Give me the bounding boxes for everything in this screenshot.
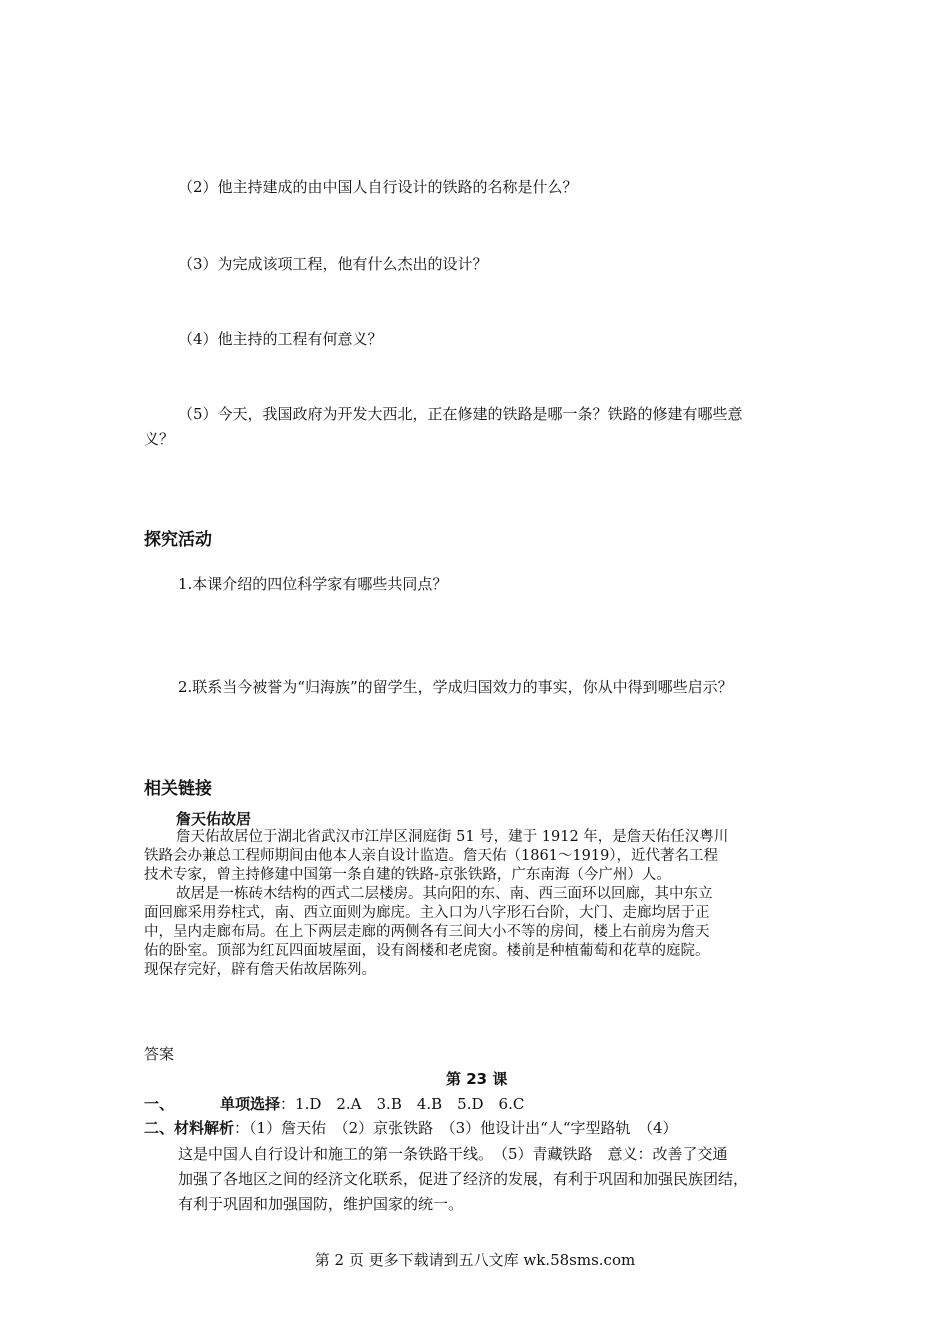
related-line: 技术专家，曾主持修建中国第一条自建的铁路-京张铁路，广东南海（今广州）人。 (144, 867, 671, 883)
explore-item-2: 2.联系当今被誉为“归海族”的留学生，学成归国效力的事实，你从中得到哪些启示？ (178, 678, 733, 696)
related-line: 故居是一栋砖木结构的西式二层楼房。其向阳的东、南、西三面环以回廊，其中东立 (176, 886, 713, 902)
answer-part-1 (144, 1093, 524, 1114)
explore-item-1: 1.本课介绍的四位科学家有哪些共同点？ (178, 575, 448, 593)
answer-part-2-line2: 这是中国人自行设计和施工的第一条铁路干线。 （5）青藏铁路 意义：改善了交通 (178, 1145, 728, 1163)
question-5-line1: （5）今天，我国政府为开发大西北，正在修建的铁路是哪一条？铁路的修建有哪些意 (178, 405, 743, 423)
answer-part-1-number: 一、 (144, 1095, 175, 1113)
answer-part-2-line1: ：（1）詹天佑 （2）京张铁路 （3）他设计出“人“字型路轨 （4） (234, 1119, 678, 1137)
related-line: 佑的卧室。顶部为红瓦四面坡屋面，设有阁楼和老虎窗。楼前是种植葡萄和花草的庭院。 (144, 943, 710, 959)
related-line: 中，呈内走廊布局。在上下两层走廊的两侧各有三间大小不等的房间，楼上右前房为詹天 (144, 924, 710, 940)
answer-part-2 (144, 1117, 678, 1138)
related-line: 铁路会办兼总工程师期间由他本人亲自设计监造。詹天佑（1861～1919），近代著名工程 (144, 848, 719, 864)
answer-part-2-number: 二、 (144, 1119, 175, 1137)
question-2: （2）他主持建成的由中国人自行设计的铁路的名称是什么？ (178, 178, 578, 196)
related-line: 现保存完好，辟有詹天佑故居陈列。 (144, 962, 376, 978)
answer-part-1-label: 单项选择 (220, 1095, 281, 1113)
answers-label: 答案 (144, 1045, 175, 1063)
answer-part-2-label: 材料解析 (174, 1119, 235, 1137)
question-3: （3）为完成该项工程，他有什么杰出的设计？ (178, 255, 488, 273)
question-5-line2: 义？ (144, 430, 175, 448)
page-footer: 第 2 页 更多下载请到五八文库 wk.58sms.com (314, 1251, 636, 1269)
related-line: 面回廊采用券柱式，南、西立面则为廊庑。主入口为八字形石台阶，大门、走廊均居于正 (144, 905, 710, 921)
answer-part-1-text: ：1.D 2.A 3.B 4.B 5.D 6.C (280, 1095, 525, 1113)
question-4: （4）他主持的工程有何意义？ (178, 330, 383, 348)
explore-heading: 探究活动 (144, 530, 212, 550)
related-line: 詹天佑故居位于湖北省武汉市江岸区洞庭街 51 号，建于 1912 年，是詹天佑任汉粤川 (176, 829, 729, 845)
related-paragraph (144, 828, 728, 980)
related-heading: 相关链接 (144, 779, 212, 799)
answer-part-2-line4: 有利于巩固和加强国防，维护国家的统一。 (178, 1195, 464, 1213)
answer-part-2-line3: 加强了各地区之间的经济文化联系，促进了经济的发展，有利于巩固和加强民族团结， (178, 1170, 749, 1188)
related-title: 詹天佑故居 (176, 810, 252, 828)
lesson-title: 第 23 课 (446, 1070, 508, 1088)
